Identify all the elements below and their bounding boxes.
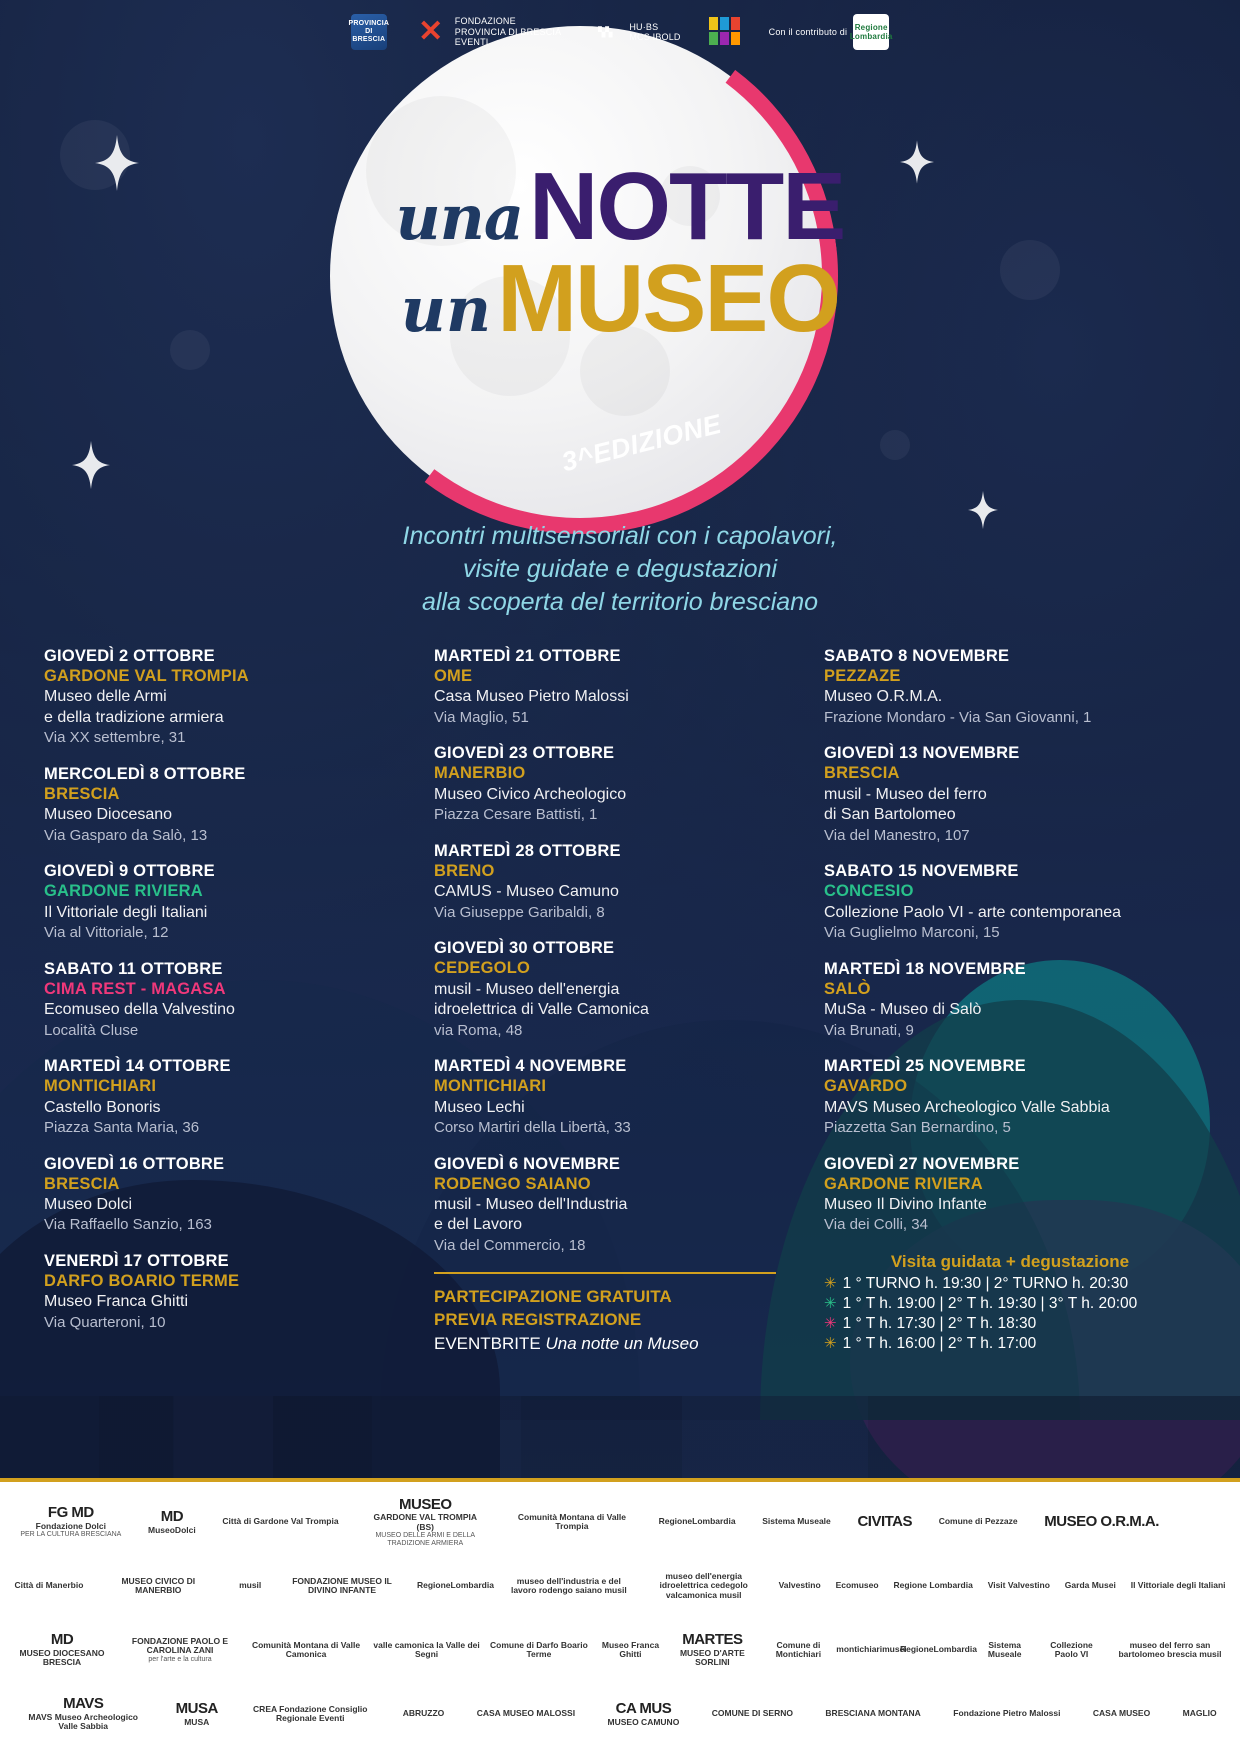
event-entry <box>44 1252 416 1332</box>
event-date: VENERDÌ 17 OTTOBRE <box>44 1251 229 1270</box>
event-entry <box>824 1057 1196 1137</box>
time-slot-row <box>824 1275 1196 1293</box>
sponsor-logo <box>836 1581 879 1590</box>
sponsor-mark: MD <box>50 1631 74 1649</box>
sponsor-logo <box>403 1709 445 1718</box>
event-venue: musil - Museo dell'energia idroelettrica di Valle Camonica <box>434 980 649 1019</box>
time-slot-text: 1 ° T h. 16:00 | 2° T h. 17:00 <box>842 1334 1037 1352</box>
event-address: Via al Vittoriale, 12 <box>44 924 169 942</box>
event-town: CIMA REST - MAGASA <box>44 979 226 998</box>
sponsor-label: Comune di Darfo Boario Terme <box>490 1639 588 1659</box>
event-town: OME <box>434 667 473 685</box>
sponsor-logo <box>712 1709 793 1718</box>
event-town: MONTICHIARI <box>44 1077 157 1096</box>
sponsor-footer <box>0 1478 1240 1754</box>
event-town: CONCESIO <box>824 882 914 901</box>
sponsor-label: ABRUZZO <box>402 1708 445 1719</box>
event-entry <box>44 647 416 748</box>
sponsor-label: valle camonica la Valle dei Segni <box>373 1639 480 1659</box>
sponsor-label: Sistema Museale <box>762 1516 831 1527</box>
sponsor-mark: CIVITAS <box>857 1512 913 1530</box>
x-icon: ✕ <box>418 14 444 48</box>
sponsor-logo <box>222 1517 338 1526</box>
event-address: Frazione Mondaro - Via San Giovanni, 1 <box>824 708 1092 726</box>
event-town: GARDONE RIVIERA <box>44 882 203 901</box>
sponsor-sublabel: PER LA CULTURA BRESCIANA <box>20 1531 122 1539</box>
event-address: Via del Commercio, 18 <box>434 1236 586 1254</box>
sponsor-row <box>10 1490 1230 1554</box>
event-date: SABATO 15 NOVEMBRE <box>824 862 1019 881</box>
sponsor-row <box>10 1618 1230 1682</box>
event-address: Via del Manestro, 107 <box>824 826 970 844</box>
sponsor-row <box>10 1682 1230 1746</box>
sponsor-mark: MUSEO <box>399 1495 452 1513</box>
event-date: MARTEDÌ 4 NOVEMBRE <box>434 1057 627 1076</box>
event-town: MANERBIO <box>434 764 526 783</box>
sponsor-mark: MARTES <box>682 1631 743 1649</box>
event-venue: Casa Museo Pietro Malossi <box>434 688 629 706</box>
event-entry <box>434 842 806 922</box>
sponsor-label: Il Vittoriale degli Italiani <box>1130 1580 1226 1591</box>
logo-fondazione-label: FONDAZIONE PROVINCIA DI BRESCIA EVENTI <box>454 16 562 48</box>
event-entry <box>824 1155 1196 1235</box>
event-venue: Museo delle Armi e della tradizione armiera <box>44 688 224 726</box>
title-una: una <box>395 181 523 254</box>
sponsor-logo <box>176 1701 218 1727</box>
sponsor-logo <box>120 1637 240 1663</box>
sponsor-label: Garda Musei <box>1064 1580 1116 1591</box>
sponsor-logo <box>899 1644 977 1655</box>
sponsor-logo <box>487 1641 590 1660</box>
title-block <box>0 152 1240 354</box>
event-entry <box>44 765 416 845</box>
sponsor-label: BRESCIANA MONTANA <box>825 1708 921 1719</box>
sponsor-logo <box>779 1581 821 1590</box>
sponsor-label: MUSEO D'ARTE SORLINI <box>679 1647 745 1668</box>
sponsor-label: MUSEO DIOCESANO BRESCIA <box>19 1647 105 1668</box>
event-address: via Roma, 48 <box>434 1021 523 1039</box>
logo-regione-lombardia <box>768 14 893 50</box>
sponsor-label: Regione Lombardia <box>893 1580 973 1591</box>
event-date: MARTEDÌ 18 NOVEMBRE <box>824 959 1026 978</box>
time-slot-row <box>824 1335 1196 1353</box>
sponsor-logo <box>644 1572 764 1600</box>
free-participation-line-2: PREVIA REGISTRAZIONE <box>434 1310 642 1330</box>
event-venue: Ecomuseo della Valvestino <box>44 1001 235 1019</box>
sponsor-label: Museo Franca Ghitti <box>601 1639 660 1659</box>
event-venue: Museo Franca Ghitti <box>44 1293 189 1311</box>
event-venue: Museo Lechi <box>434 1098 525 1116</box>
title-museo: MUSEO <box>497 245 840 352</box>
sponsor-logo <box>10 1632 114 1667</box>
time-slot-text: 1 ° T h. 19:00 | 2° T h. 19:30 | 3° T h. 20:00 <box>842 1294 1138 1312</box>
logo-provincia-di-brescia <box>348 14 390 50</box>
divider <box>434 1272 776 1274</box>
logo-hu-bs <box>587 14 680 50</box>
sponsor-logo <box>825 1709 920 1718</box>
time-slot-text: 1 ° TURNO h. 19:30 | 2° TURNO h. 20:30 <box>842 1274 1129 1292</box>
star-icon: ✳ <box>824 1314 837 1332</box>
event-venue: MAVS Museo Archeologico Valle Sabbia <box>824 1098 1110 1116</box>
sponsor-logo <box>597 1641 665 1660</box>
event-address: Piazza Santa Maria, 36 <box>44 1119 200 1136</box>
event-address: Via Raffaello Sanzio, 163 <box>44 1216 212 1234</box>
time-slot-text: 1 ° T h. 17:30 | 2° T h. 18:30 <box>842 1314 1037 1332</box>
logo-hu-bs-label: HU·BS MCS IBOLD <box>629 21 681 42</box>
event-entry <box>434 1057 806 1137</box>
event-date: MARTEDÌ 21 OTTOBRE <box>434 647 621 665</box>
logo-fondazione-provincia-brescia-eventi <box>413 14 562 50</box>
event-venue: Museo Dolci <box>44 1195 133 1213</box>
event-address: Corso Martiri della Libertà, 33 <box>434 1119 631 1136</box>
event-address: Via Guglielmo Marconi, 15 <box>824 924 1000 942</box>
sponsor-mark: MUSEO O.R.M.A. <box>1044 1512 1159 1530</box>
subtitle-line-3: alla scoperta del territorio bresciano <box>421 588 819 616</box>
brescia-musei-icon <box>707 14 743 50</box>
event-date: SABATO 11 OTTOBRE <box>44 959 223 978</box>
event-venue: Museo Il Divino Infante <box>824 1195 987 1213</box>
event-date: GIOVEDÌ 27 NOVEMBRE <box>824 1154 1020 1173</box>
sponsor-label: Visit Valvestino <box>987 1580 1050 1591</box>
event-venue: Castello Bonoris <box>44 1098 161 1116</box>
sponsor-logo <box>608 1701 680 1727</box>
sponsor-logo <box>417 1581 494 1590</box>
sponsor-label: Fondazione Pietro Malossi <box>953 1708 1061 1719</box>
sponsor-label: MAVS Museo Archeologico Valle Sabbia <box>28 1711 138 1732</box>
sponsor-logo <box>372 1641 481 1660</box>
sponsor-label: Collezione Paolo VI <box>1050 1639 1093 1659</box>
event-date: GIOVEDÌ 9 OTTOBRE <box>44 862 215 881</box>
sponsor-logo <box>148 1509 196 1535</box>
event-date: GIOVEDÌ 6 NOVEMBRE <box>434 1154 621 1173</box>
event-date: MARTEDÌ 28 OTTOBRE <box>434 841 621 860</box>
sponsor-logo <box>1110 1641 1230 1660</box>
sponsor-label: Comunità Montana di Valle Camonica <box>251 1639 361 1659</box>
sponsor-label: GARDONE VAL TROMPIA (BS) <box>373 1512 478 1532</box>
sponsor-label: MAGLIO <box>1182 1708 1217 1719</box>
sponsor-label: Comune di Pezzaze <box>938 1516 1018 1527</box>
sponsor-logo <box>250 1705 370 1724</box>
event-column-1 <box>44 647 416 1355</box>
sponsor-header-bar <box>0 0 1240 56</box>
event-date: GIOVEDÌ 30 OTTOBRE <box>434 939 615 958</box>
event-address: Via Brunati, 9 <box>824 1021 914 1039</box>
title-notte: NOTTE <box>529 153 845 260</box>
sponsor-label: Fondazione Dolci <box>35 1520 107 1531</box>
sponsor-logo <box>477 1709 575 1718</box>
eventbrite-line[interactable] <box>434 1334 806 1354</box>
sponsor-logo <box>836 1644 907 1655</box>
sponsor-label: musil <box>239 1580 262 1591</box>
event-date: SABATO 8 NOVEMBRE <box>824 647 1010 665</box>
sponsor-label: RegioneLombardia <box>899 1644 977 1655</box>
sponsor-label: Città di Gardone Val Trompia <box>222 1516 339 1527</box>
event-date: MARTEDÌ 14 OTTOBRE <box>44 1057 231 1076</box>
sponsor-logo <box>762 1517 831 1526</box>
sponsor-logo <box>857 1514 912 1531</box>
event-town: SALÒ <box>824 979 871 998</box>
event-town: BRESCIA <box>44 1174 120 1193</box>
event-venue: MuSa - Museo di Salò <box>824 1001 982 1019</box>
event-venue: Museo Diocesano <box>44 806 173 824</box>
subtitle-line-1: Incontri multisensoriali con i capolavori, <box>402 522 838 550</box>
sponsor-label: Ecomuseo <box>835 1580 879 1591</box>
event-venue: musil - Museo del ferro di San Bartolomeo <box>824 785 987 824</box>
event-venue: Museo Civico Archeologico <box>434 785 627 803</box>
sponsor-logo <box>1131 1581 1226 1590</box>
time-slot-row <box>824 1295 1196 1313</box>
sponsor-label: Città di Manerbio <box>14 1580 84 1591</box>
sponsor-label: CREA Fondazione Consiglio Regionale Eventi <box>253 1703 368 1723</box>
event-town: GARDONE VAL TROMPIA <box>44 667 249 685</box>
sponsor-label: Comunità Montana di Valle Trompia <box>517 1511 627 1531</box>
eventbrite-label: EVENTBRITE <box>434 1334 546 1354</box>
event-entry <box>824 647 1196 727</box>
sponsor-logo <box>670 1632 754 1667</box>
sponsor-logo <box>893 1581 972 1590</box>
sponsor-sublabel: per l'arte e la cultura <box>148 1655 212 1663</box>
sponsor-logo <box>988 1581 1050 1590</box>
sponsor-logo <box>14 1581 83 1590</box>
sponsor-label: RegioneLombardia <box>658 1516 736 1527</box>
edition-badge: 3^EDIZIONE <box>558 408 725 478</box>
guided-visit-title: Visita guidata + degustazione <box>890 1251 1130 1271</box>
event-entry <box>44 862 416 942</box>
sponsor-logo <box>953 1709 1060 1718</box>
regione-lombardia-icon: Regione Lombardia <box>853 14 889 50</box>
sponsor-mark: MAVS <box>63 1695 104 1713</box>
event-address: Via Gasparo da Salò, 13 <box>44 826 208 844</box>
event-column-3 <box>824 647 1196 1355</box>
sponsor-logo <box>1183 1709 1217 1718</box>
event-entry <box>44 1057 416 1137</box>
star-icon: ✳ <box>824 1274 837 1292</box>
hero <box>0 56 1240 526</box>
event-entry <box>434 744 806 824</box>
event-venue: CAMUS - Museo Camuno <box>434 883 619 901</box>
sponsor-logo <box>282 1577 402 1596</box>
sponsor-label: museo dell'industria e del lavoro rodengo saiano musil <box>510 1575 627 1595</box>
sponsor-label: FONDAZIONE MUSEO IL DIVINO INFANTE <box>292 1575 392 1595</box>
sponsor-label: Valvestino <box>778 1580 821 1591</box>
event-address: Via XX settembre, 31 <box>44 729 186 747</box>
sponsor-logo <box>760 1641 836 1660</box>
sponsor-label: montichiarimusei <box>836 1644 907 1655</box>
event-venue: Museo O.R.M.A. <box>824 688 943 706</box>
sponsor-logo <box>233 1581 267 1590</box>
event-town: BRENO <box>434 861 495 880</box>
event-entry <box>44 1155 416 1235</box>
sponsor-label: MUSEO CAMUNO <box>607 1716 680 1727</box>
hu-bs-icon: ▚▚ <box>598 26 613 37</box>
sponsor-mark: FG MD <box>47 1504 94 1522</box>
event-venue: musil - Museo dell'Industria e del Lavoro <box>434 1195 628 1234</box>
sponsor-logo <box>20 1505 121 1539</box>
sponsor-logo <box>365 1497 485 1548</box>
event-entry <box>434 939 806 1040</box>
event-address: Piazza Cesare Battisti, 1 <box>434 806 598 824</box>
event-town: MONTICHIARI <box>434 1077 547 1096</box>
event-entry <box>434 647 806 727</box>
sponsor-logo <box>976 1641 1033 1660</box>
event-entry <box>44 960 416 1040</box>
sponsor-label: Comune di Montichiari <box>775 1639 822 1659</box>
sponsor-logo <box>512 1513 632 1532</box>
sponsor-mark: MD <box>160 1508 184 1526</box>
event-town: GARDONE RIVIERA <box>824 1174 983 1193</box>
sponsor-label: RegioneLombardia <box>416 1580 494 1591</box>
subtitle-line-2: visite guidate e degustazioni <box>462 555 778 583</box>
event-venue: Collezione Paolo VI - arte contemporanea <box>824 903 1122 921</box>
event-date: GIOVEDÌ 23 OTTOBRE <box>434 744 615 763</box>
event-date: GIOVEDÌ 2 OTTOBRE <box>44 647 215 665</box>
event-address: Via Giuseppe Garibaldi, 8 <box>434 903 605 921</box>
event-columns <box>0 619 1240 1355</box>
event-town: DARFO BOARIO TERME <box>44 1271 240 1290</box>
event-address: Via Quarteroni, 10 <box>44 1313 166 1331</box>
sponsor-label: CASA MUSEO MALOSSI <box>476 1708 576 1719</box>
provincia-di-brescia-icon: PROVINCIA DI BRESCIA <box>351 14 387 50</box>
sponsor-label: FONDAZIONE PAOLO E CAROLINA ZANI <box>131 1635 229 1656</box>
event-venue: Il Vittoriale degli Italiani <box>44 903 208 921</box>
event-address: Località Cluse <box>44 1021 139 1039</box>
event-date: GIOVEDÌ 16 OTTOBRE <box>44 1154 225 1173</box>
sponsor-label: MUSEO CIVICO DI MANERBIO <box>121 1575 196 1595</box>
event-date: MERCOLEDÌ 8 OTTOBRE <box>44 764 246 783</box>
eventbrite-event-name: Una notte un Museo <box>545 1334 699 1354</box>
title-un: un <box>400 273 492 346</box>
sponsor-mark: CA MUS <box>615 1700 672 1718</box>
logo-brescia-musei <box>707 14 743 50</box>
time-slot-row <box>824 1315 1196 1333</box>
event-entry <box>824 862 1196 942</box>
sponsor-logo <box>23 1696 143 1731</box>
sponsor-logo <box>98 1577 218 1596</box>
event-entry <box>434 1155 806 1256</box>
event-town: BRESCIA <box>44 784 120 803</box>
sponsor-label: COMUNE DI SERNO <box>711 1708 793 1719</box>
event-address: Piazzetta San Bernardino, 5 <box>824 1119 1011 1136</box>
subtitle <box>0 520 1240 619</box>
event-address: Via Maglio, 51 <box>434 708 529 726</box>
sponsor-logo <box>659 1517 736 1526</box>
sponsor-label: MUSA <box>184 1716 210 1727</box>
event-town: CEDEGOLO <box>434 959 531 978</box>
event-date: GIOVEDÌ 13 NOVEMBRE <box>824 744 1020 763</box>
event-entry <box>824 960 1196 1040</box>
event-town: BRESCIA <box>824 764 900 783</box>
star-icon: ✳ <box>824 1294 837 1312</box>
sponsor-sublabel: MUSEO DELLE ARMI E DELLA TRADIZIONE ARMIERA <box>375 1531 476 1547</box>
event-address: Via dei Colli, 34 <box>824 1216 928 1234</box>
event-town: RODENGO SAIANO <box>434 1174 591 1193</box>
free-participation-line-1: PARTECIPAZIONE GRATUITA <box>434 1287 672 1307</box>
sponsor-logo <box>1065 1581 1116 1590</box>
event-date: MARTEDÌ 25 NOVEMBRE <box>824 1057 1026 1076</box>
sponsor-label: Sistema Museale <box>987 1639 1022 1659</box>
sponsor-label: CASA MUSEO <box>1092 1708 1151 1719</box>
star-icon: ✳ <box>824 1334 837 1352</box>
event-column-2 <box>434 647 806 1355</box>
event-entry <box>824 744 1196 845</box>
sponsor-label: museo dell'energia idroelettrica cedegolo valcamonica musil <box>659 1570 748 1600</box>
event-town: PEZZAZE <box>824 667 901 685</box>
sponsor-logo <box>1093 1709 1150 1718</box>
sponsor-label: MuseoDolci <box>148 1524 196 1535</box>
sponsor-logo <box>939 1517 1018 1526</box>
contributo-label: Con il contributo di <box>768 26 848 37</box>
sponsor-logo <box>509 1577 629 1596</box>
sponsor-label: museo del ferro san bartolomeo brescia musil <box>1118 1639 1222 1659</box>
sponsor-logo <box>1044 1514 1159 1531</box>
event-town: GAVARDO <box>824 1077 908 1096</box>
sponsor-row <box>10 1554 1230 1618</box>
sponsor-logo <box>246 1641 366 1660</box>
sponsor-mark: MUSA <box>175 1700 218 1718</box>
sponsor-logo <box>1039 1641 1104 1660</box>
